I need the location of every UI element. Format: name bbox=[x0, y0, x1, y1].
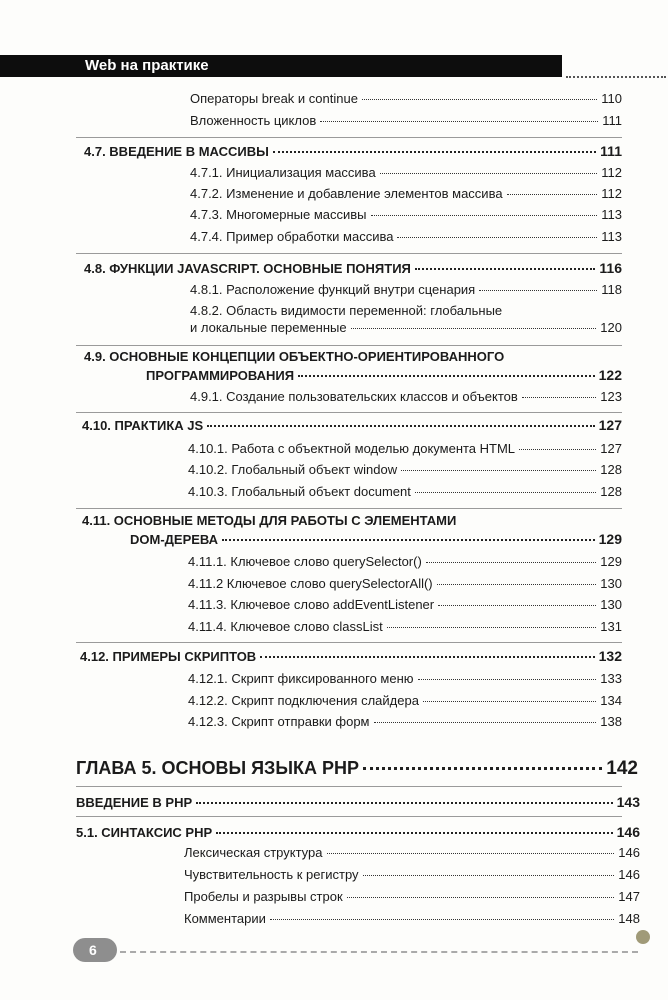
toc-chapter-title: ГЛАВА 5. ОСНОВЫ ЯЗЫКА PHP bbox=[76, 758, 359, 778]
toc-entry[interactable] bbox=[190, 320, 622, 335]
dot-leader bbox=[260, 656, 594, 658]
toc-entry-title: 4.7.1. Инициализация массива bbox=[190, 165, 376, 180]
toc-entry[interactable] bbox=[190, 113, 622, 128]
dot-leader bbox=[519, 449, 596, 450]
toc-entry[interactable] bbox=[188, 462, 622, 477]
toc-section[interactable] bbox=[82, 417, 622, 433]
toc-entry[interactable] bbox=[188, 597, 622, 612]
section-divider bbox=[76, 253, 622, 254]
dot-leader bbox=[363, 767, 602, 770]
dot-leader bbox=[207, 425, 594, 427]
dot-leader bbox=[522, 397, 597, 398]
toc-chapter-page: 142 bbox=[606, 758, 638, 779]
dot-leader bbox=[371, 215, 598, 216]
dot-leader bbox=[327, 853, 615, 854]
dot-leader bbox=[507, 194, 598, 195]
toc-section[interactable] bbox=[80, 648, 622, 664]
toc-entry-title: и локальные переменные bbox=[190, 320, 347, 335]
toc-entry-page: 130 bbox=[600, 576, 622, 591]
dot-leader bbox=[415, 268, 596, 270]
toc-section-page: 122 bbox=[598, 367, 622, 383]
toc-entry-page: 112 bbox=[601, 186, 622, 201]
section-divider bbox=[76, 642, 622, 643]
toc-entry-page: 130 bbox=[600, 597, 622, 612]
toc-entry[interactable] bbox=[190, 207, 622, 222]
toc-entry-page: 147 bbox=[618, 889, 640, 904]
toc-entry-title: Вложенность циклов bbox=[190, 113, 317, 128]
toc-entry-page: 127 bbox=[600, 441, 622, 456]
dot-leader bbox=[437, 584, 597, 585]
toc-entry[interactable] bbox=[188, 714, 622, 729]
toc-entry-page: 128 bbox=[600, 484, 622, 499]
toc-entry[interactable] bbox=[188, 441, 622, 456]
toc-section-page: 127 bbox=[598, 417, 622, 433]
toc-entry-title: Чувствительность к регистру bbox=[184, 867, 359, 882]
toc-entry-title: 4.10.2. Глобальный объект window bbox=[188, 462, 398, 477]
toc-section-title: 4.12. ПРИМЕРЫ СКРИПТОВ bbox=[80, 649, 257, 664]
toc-entry-title: 4.8.1. Расположение функций внутри сценария bbox=[190, 282, 476, 297]
toc-section-page: 129 bbox=[598, 531, 622, 547]
toc-entry-page: 118 bbox=[601, 282, 622, 297]
toc-entry-page: 148 bbox=[618, 911, 640, 926]
toc-entry[interactable] bbox=[190, 165, 622, 180]
toc-entry-page: 123 bbox=[600, 389, 622, 404]
dot-leader bbox=[374, 722, 597, 723]
toc-section-title: 4.8. ФУНКЦИИ JAVASCRIPT. ОСНОВНЫЕ ПОНЯТИЯ bbox=[84, 261, 411, 276]
dot-leader bbox=[387, 627, 597, 628]
page-number: 6 bbox=[89, 942, 97, 958]
toc-entry-title: 4.7.2. Изменение и добавление элементов массива bbox=[190, 186, 503, 201]
toc-section[interactable] bbox=[84, 260, 622, 276]
toc-entry-page: 146 bbox=[618, 867, 640, 882]
dot-leader bbox=[415, 492, 596, 493]
toc-entry-title: 4.12.2. Скрипт подключения слайдера bbox=[188, 693, 419, 708]
toc-section-title: ПРОГРАММИРОВАНИЯ bbox=[146, 368, 295, 383]
toc-entry-title: 4.10.1. Работа с объектной моделью документа HTML bbox=[188, 441, 516, 456]
toc-entry-title: 4.10.3. Глобальный объект document bbox=[188, 484, 411, 499]
toc-entry-page: 131 bbox=[600, 619, 622, 634]
toc-section-page: 111 bbox=[600, 143, 622, 159]
toc-entry-title: 4.12.3. Скрипт отправки форм bbox=[188, 714, 370, 729]
toc-section-title: 5.1. СИНТАКСИС PHP bbox=[76, 825, 213, 840]
section-divider bbox=[76, 816, 622, 817]
toc-section[interactable] bbox=[130, 531, 622, 547]
dot-leader bbox=[298, 375, 595, 377]
toc-section-title: ВВЕДЕНИЕ В PHP bbox=[76, 795, 193, 810]
toc-entry-title: 4.11.3. Ключевое слово addEventListener bbox=[188, 597, 435, 612]
toc-section[interactable] bbox=[76, 794, 640, 810]
toc-entry-title: Комментарии bbox=[184, 911, 266, 926]
toc-entry-title: 4.9.1. Создание пользовательских классов и объектов bbox=[190, 389, 518, 404]
toc-entry-page: 112 bbox=[601, 165, 622, 180]
toc-section-title: 4.10. ПРАКТИКА JS bbox=[82, 418, 204, 433]
toc-entry[interactable] bbox=[184, 845, 640, 860]
toc-section-page: 143 bbox=[616, 794, 640, 810]
toc-chapter[interactable] bbox=[76, 758, 638, 780]
dot-leader bbox=[196, 802, 613, 804]
toc-entry-title: 4.7.4. Пример обработки массива bbox=[190, 229, 394, 244]
toc-entry[interactable] bbox=[184, 867, 640, 882]
toc-entry[interactable] bbox=[188, 576, 622, 591]
toc-entry-page: 113 bbox=[601, 229, 622, 244]
toc-section[interactable] bbox=[76, 824, 640, 840]
toc-entry[interactable] bbox=[188, 484, 622, 499]
toc-entry-page: 111 bbox=[602, 113, 622, 128]
dot-leader bbox=[426, 562, 597, 563]
toc-section-page: 132 bbox=[598, 648, 622, 664]
section-divider bbox=[76, 345, 622, 346]
footer-dashed-rule bbox=[120, 951, 638, 953]
toc-entry[interactable] bbox=[190, 282, 622, 297]
toc-entry-page: 133 bbox=[600, 671, 622, 686]
toc-entry-title: Операторы break и continue bbox=[190, 91, 358, 106]
header-dotted-rule bbox=[566, 76, 666, 78]
toc-entry[interactable] bbox=[184, 911, 640, 926]
toc-section-title-line1: 4.11. ОСНОВНЫЕ МЕТОДЫ ДЛЯ РАБОТЫ С ЭЛЕМЕНТАМИ bbox=[82, 513, 457, 528]
toc-entry-page: 120 bbox=[600, 320, 622, 335]
toc-entry[interactable] bbox=[188, 554, 622, 569]
toc-section-title: 4.7. ВВЕДЕНИЕ В МАССИВЫ bbox=[84, 144, 269, 159]
dot-leader bbox=[273, 151, 596, 153]
toc-entry-title: Пробелы и разрывы строк bbox=[184, 889, 343, 904]
dot-leader bbox=[216, 832, 612, 834]
dot-leader bbox=[423, 701, 596, 702]
toc-entry-title: 4.11.1. Ключевое слово querySelector() bbox=[188, 554, 422, 569]
toc-entry-page: 146 bbox=[618, 845, 640, 860]
toc-entry[interactable] bbox=[190, 389, 622, 404]
toc-entry-page: 128 bbox=[600, 462, 622, 477]
section-divider bbox=[76, 508, 622, 509]
dot-leader bbox=[351, 328, 597, 329]
dot-leader bbox=[270, 919, 614, 920]
footer-dot-icon bbox=[636, 930, 650, 944]
running-header-title: Web на практике bbox=[85, 57, 209, 74]
section-divider bbox=[76, 137, 622, 138]
toc-entry-page: 113 bbox=[601, 207, 622, 222]
toc-entry-page: 129 bbox=[600, 554, 622, 569]
dot-leader bbox=[479, 290, 597, 291]
toc-entry-page: 134 bbox=[600, 693, 622, 708]
dot-leader bbox=[347, 897, 615, 898]
page-number-badge bbox=[73, 938, 117, 962]
dot-leader bbox=[397, 237, 597, 238]
toc-entry-page: 110 bbox=[601, 91, 622, 106]
dot-leader bbox=[401, 470, 596, 471]
toc-section-page: 116 bbox=[599, 260, 622, 276]
toc-entry-title-line1: 4.8.2. Область видимости переменной: глобальные bbox=[190, 303, 503, 318]
toc-entry[interactable] bbox=[188, 693, 622, 708]
toc-entry-title: Лексическая структура bbox=[184, 845, 323, 860]
dot-leader bbox=[363, 875, 615, 876]
dot-leader bbox=[362, 99, 597, 100]
toc-entry[interactable] bbox=[188, 671, 622, 686]
toc-entry-title: 4.11.4. Ключевое слово classList bbox=[188, 619, 383, 634]
dot-leader bbox=[222, 539, 595, 541]
toc-entry-title: 4.11.2 Ключевое слово querySelectorAll() bbox=[188, 576, 433, 591]
toc-entry[interactable] bbox=[190, 91, 622, 106]
dot-leader bbox=[418, 679, 597, 680]
toc-entry-title: 4.7.3. Многомерные массивы bbox=[190, 207, 367, 222]
toc-section-title-line1: 4.9. ОСНОВНЫЕ КОНЦЕПЦИИ ОБЪЕКТНО-ОРИЕНТИРОВАННОГО bbox=[84, 349, 505, 364]
toc-entry-page: 138 bbox=[600, 714, 622, 729]
toc-section[interactable] bbox=[84, 143, 622, 159]
dot-leader bbox=[320, 121, 598, 122]
toc-entry-title: 4.12.1. Скрипт фиксированного меню bbox=[188, 671, 414, 686]
toc-section-page: 146 bbox=[616, 824, 640, 840]
section-divider bbox=[76, 786, 622, 787]
section-divider bbox=[76, 412, 622, 413]
toc-entry[interactable] bbox=[188, 619, 622, 634]
toc-section[interactable] bbox=[146, 367, 622, 383]
toc-entry[interactable] bbox=[184, 889, 640, 904]
toc-section-title: DOM-ДЕРЕВА bbox=[130, 532, 219, 547]
dot-leader bbox=[380, 173, 598, 174]
toc-entry[interactable] bbox=[190, 186, 622, 201]
toc-entry[interactable] bbox=[190, 229, 622, 244]
dot-leader bbox=[438, 605, 596, 606]
